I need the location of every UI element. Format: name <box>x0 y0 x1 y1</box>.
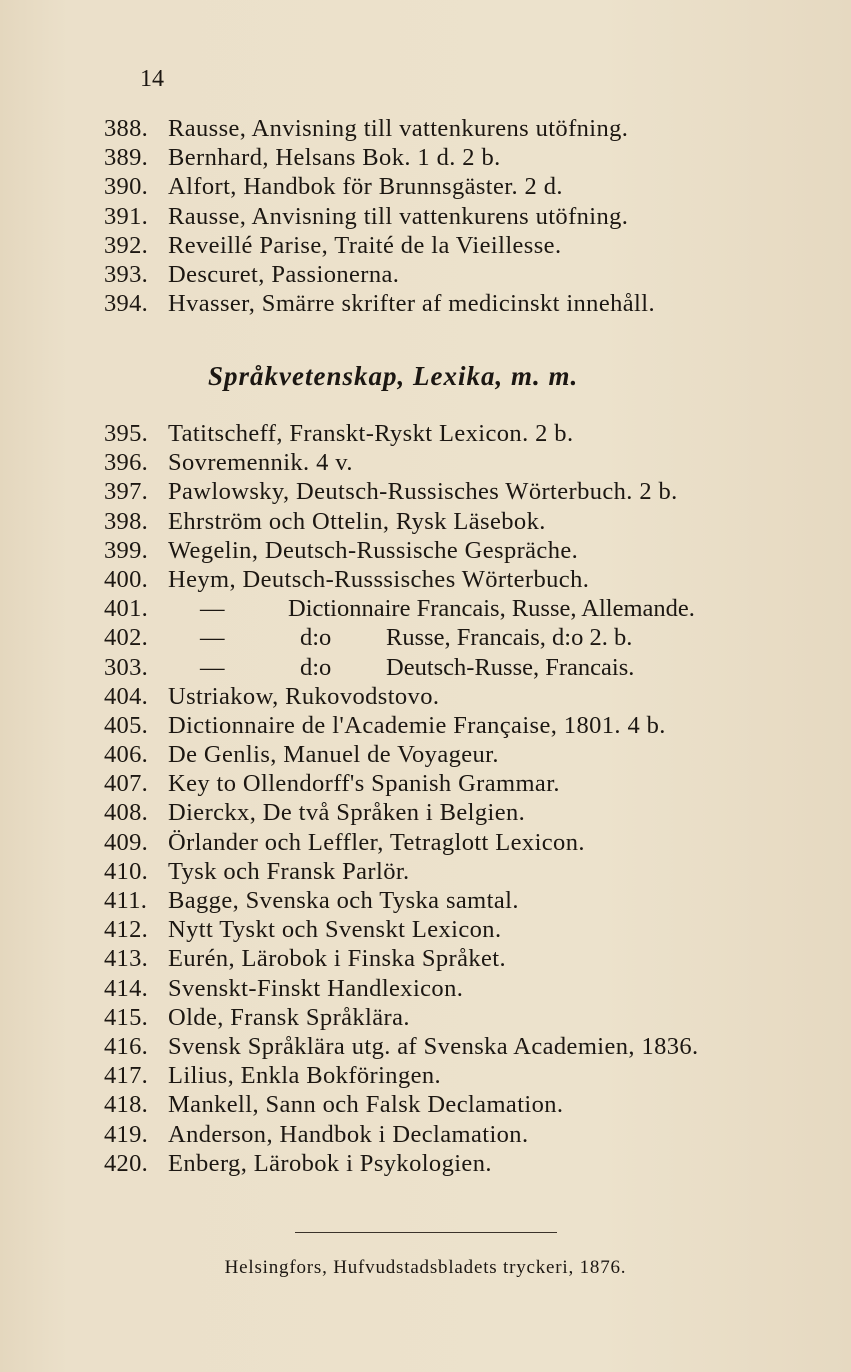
list-item <box>104 536 804 565</box>
entry-number: 405. <box>104 711 149 739</box>
list-item <box>104 944 804 973</box>
list-item <box>104 711 804 740</box>
entry-number: 413. <box>104 945 149 973</box>
list-item <box>104 448 804 477</box>
entry-text: Örlander och Leffler, Tetraglott Lexicon. <box>168 828 585 856</box>
ditto-list-item <box>104 623 804 652</box>
ditto-mark: d:o <box>300 624 332 652</box>
entry-text: Svenskt-Finskt Handlexicon. <box>168 974 464 1002</box>
entry-number: 406. <box>104 741 149 769</box>
entry-text: Tatitscheff, Franskt-Ryskt Lexicon. 2 b. <box>168 420 574 447</box>
ditto-list-item <box>104 653 804 682</box>
ditto-list-item <box>104 594 804 623</box>
list-item <box>104 1061 804 1090</box>
entry-number: 398. <box>104 507 149 535</box>
list-item <box>104 507 804 536</box>
list-item <box>104 886 804 915</box>
entry-number: 400. <box>104 565 149 593</box>
entry-text: Wegelin, Deutsch-Russische Gespräche. <box>168 536 579 564</box>
entry-text: Bernhard, Helsans Bok. 1 d. 2 b. <box>168 144 501 172</box>
entry-text: Rausse, Anvisning till vattenkurens utöfning. <box>168 115 629 142</box>
entry-text: Dictionnaire Francais, Russe, Allemande. <box>288 595 695 623</box>
entry-text: Reveillé Parise, Traité de la Vieillesse. <box>168 231 562 259</box>
entry-text: Dictionnaire de l'Academie Française, 1801. 4 b. <box>168 711 666 739</box>
entry-text: Hvasser, Smärre skrifter af medicinskt innehåll. <box>168 290 655 318</box>
list-item <box>104 1090 804 1119</box>
entry-text: Heym, Deutsch-Russsisches Wörterbuch. <box>168 565 590 593</box>
entry-number: 414. <box>104 974 149 1002</box>
entry-text: Anderson, Handbok i Declamation. <box>168 1120 529 1148</box>
entry-list-languages <box>104 419 804 1178</box>
list-item <box>104 857 804 886</box>
entry-number: 399. <box>104 536 149 564</box>
entry-text: Nytt Tyskt och Svenskt Lexicon. <box>168 916 502 944</box>
entry-text: Tysk och Fransk Parlör. <box>168 857 410 885</box>
entry-text: Svensk Språklära utg. af Svenska Academien, 1836. <box>168 1032 699 1060</box>
entry-number: 396. <box>104 449 149 477</box>
entry-number: 412. <box>104 916 149 944</box>
entry-number: 411. <box>104 887 148 914</box>
entry-number: 417. <box>104 1062 149 1090</box>
entry-number: 404. <box>104 682 149 710</box>
entry-text: Alfort, Handbok för Brunnsgäster. 2 d. <box>168 173 563 201</box>
entry-number: 397. <box>104 478 149 506</box>
entry-number: 389. <box>104 144 149 172</box>
list-item <box>104 172 804 201</box>
entry-number: 420. <box>104 1149 149 1177</box>
list-item <box>104 915 804 944</box>
entry-list-medicine <box>104 114 804 318</box>
entry-number: 303. <box>104 653 149 681</box>
ditto-dash: — <box>200 653 225 681</box>
entry-text: Descuret, Passionerna. <box>168 260 400 288</box>
entry-number: 410. <box>104 857 149 885</box>
entry-number: 402. <box>104 624 149 652</box>
entry-text: Ehrström och Ottelin, Rysk Läsebok. <box>168 507 546 535</box>
entry-text: Mankell, Sann och Falsk Declamation. <box>168 1091 564 1119</box>
entry-number: 392. <box>104 231 149 259</box>
list-item <box>104 1032 804 1061</box>
list-item <box>104 740 804 769</box>
entry-number: 391. <box>104 202 149 230</box>
list-item <box>104 682 804 711</box>
entry-number: 393. <box>104 260 149 288</box>
entry-number: 408. <box>104 799 149 827</box>
list-item <box>104 974 804 1003</box>
footer-rule <box>295 1232 557 1233</box>
entry-text: Lilius, Enkla Bokföringen. <box>168 1062 442 1090</box>
page-number: 14 <box>140 66 164 92</box>
list-item <box>104 143 804 172</box>
entry-text: Sovremennik. 4 v. <box>168 449 353 477</box>
entry-number: 409. <box>104 828 149 856</box>
entry-text: Deutsch-Russe, Francais. <box>386 653 635 681</box>
list-item <box>104 1149 804 1178</box>
entry-text: De Genlis, Manuel de Voyageur. <box>168 741 499 769</box>
entry-number: 407. <box>104 770 149 798</box>
list-item <box>104 798 804 827</box>
entry-number: 419. <box>104 1120 149 1148</box>
entry-text: Olde, Fransk Språklära. <box>168 1003 410 1031</box>
entry-text: Dierckx, De två Språken i Belgien. <box>168 799 526 827</box>
ditto-dash: — <box>200 624 225 652</box>
list-item <box>104 565 804 594</box>
entry-text: Eurén, Lärobok i Finska Språket. <box>168 945 507 973</box>
entry-number: 394. <box>104 290 149 318</box>
entry-text: Enberg, Lärobok i Psykologien. <box>168 1149 492 1177</box>
entry-text: Ustriakow, Rukovodstovo. <box>168 682 440 710</box>
entry-text: Bagge, Svenska och Tyska samtal. <box>168 887 519 914</box>
entry-text: Russe, Francais, d:o 2. b. <box>386 624 633 652</box>
list-item <box>104 419 804 448</box>
list-item <box>104 769 804 798</box>
entry-number: 418. <box>104 1091 149 1119</box>
list-item <box>104 114 804 143</box>
entry-number: 415. <box>104 1003 149 1031</box>
entry-number: 401. <box>104 595 149 623</box>
ditto-dash: — <box>200 595 225 623</box>
list-item <box>104 1003 804 1032</box>
entry-text: Pawlowsky, Deutsch-Russisches Wörterbuch. 2 b. <box>168 478 678 506</box>
entry-number: 390. <box>104 173 149 201</box>
section-heading: Språkvetenskap, Lexika, m. m. <box>208 361 579 391</box>
list-item <box>104 828 804 857</box>
list-item <box>104 477 804 506</box>
printer-imprint: Helsingfors, Hufvudstadsbladets tryckeri, 1876. <box>224 1257 627 1278</box>
entry-number: 416. <box>104 1032 149 1060</box>
list-item <box>104 289 804 318</box>
entry-text: Rausse, Anvisning till vattenkurens utöfning. <box>168 202 629 230</box>
entry-number: 395. <box>104 420 149 447</box>
list-item <box>104 260 804 289</box>
list-item <box>104 1120 804 1149</box>
ditto-mark: d:o <box>300 653 332 681</box>
list-item <box>104 231 804 260</box>
entry-number: 388. <box>104 115 149 142</box>
entry-text: Key to Ollendorff's Spanish Grammar. <box>168 770 560 798</box>
list-item <box>104 202 804 231</box>
